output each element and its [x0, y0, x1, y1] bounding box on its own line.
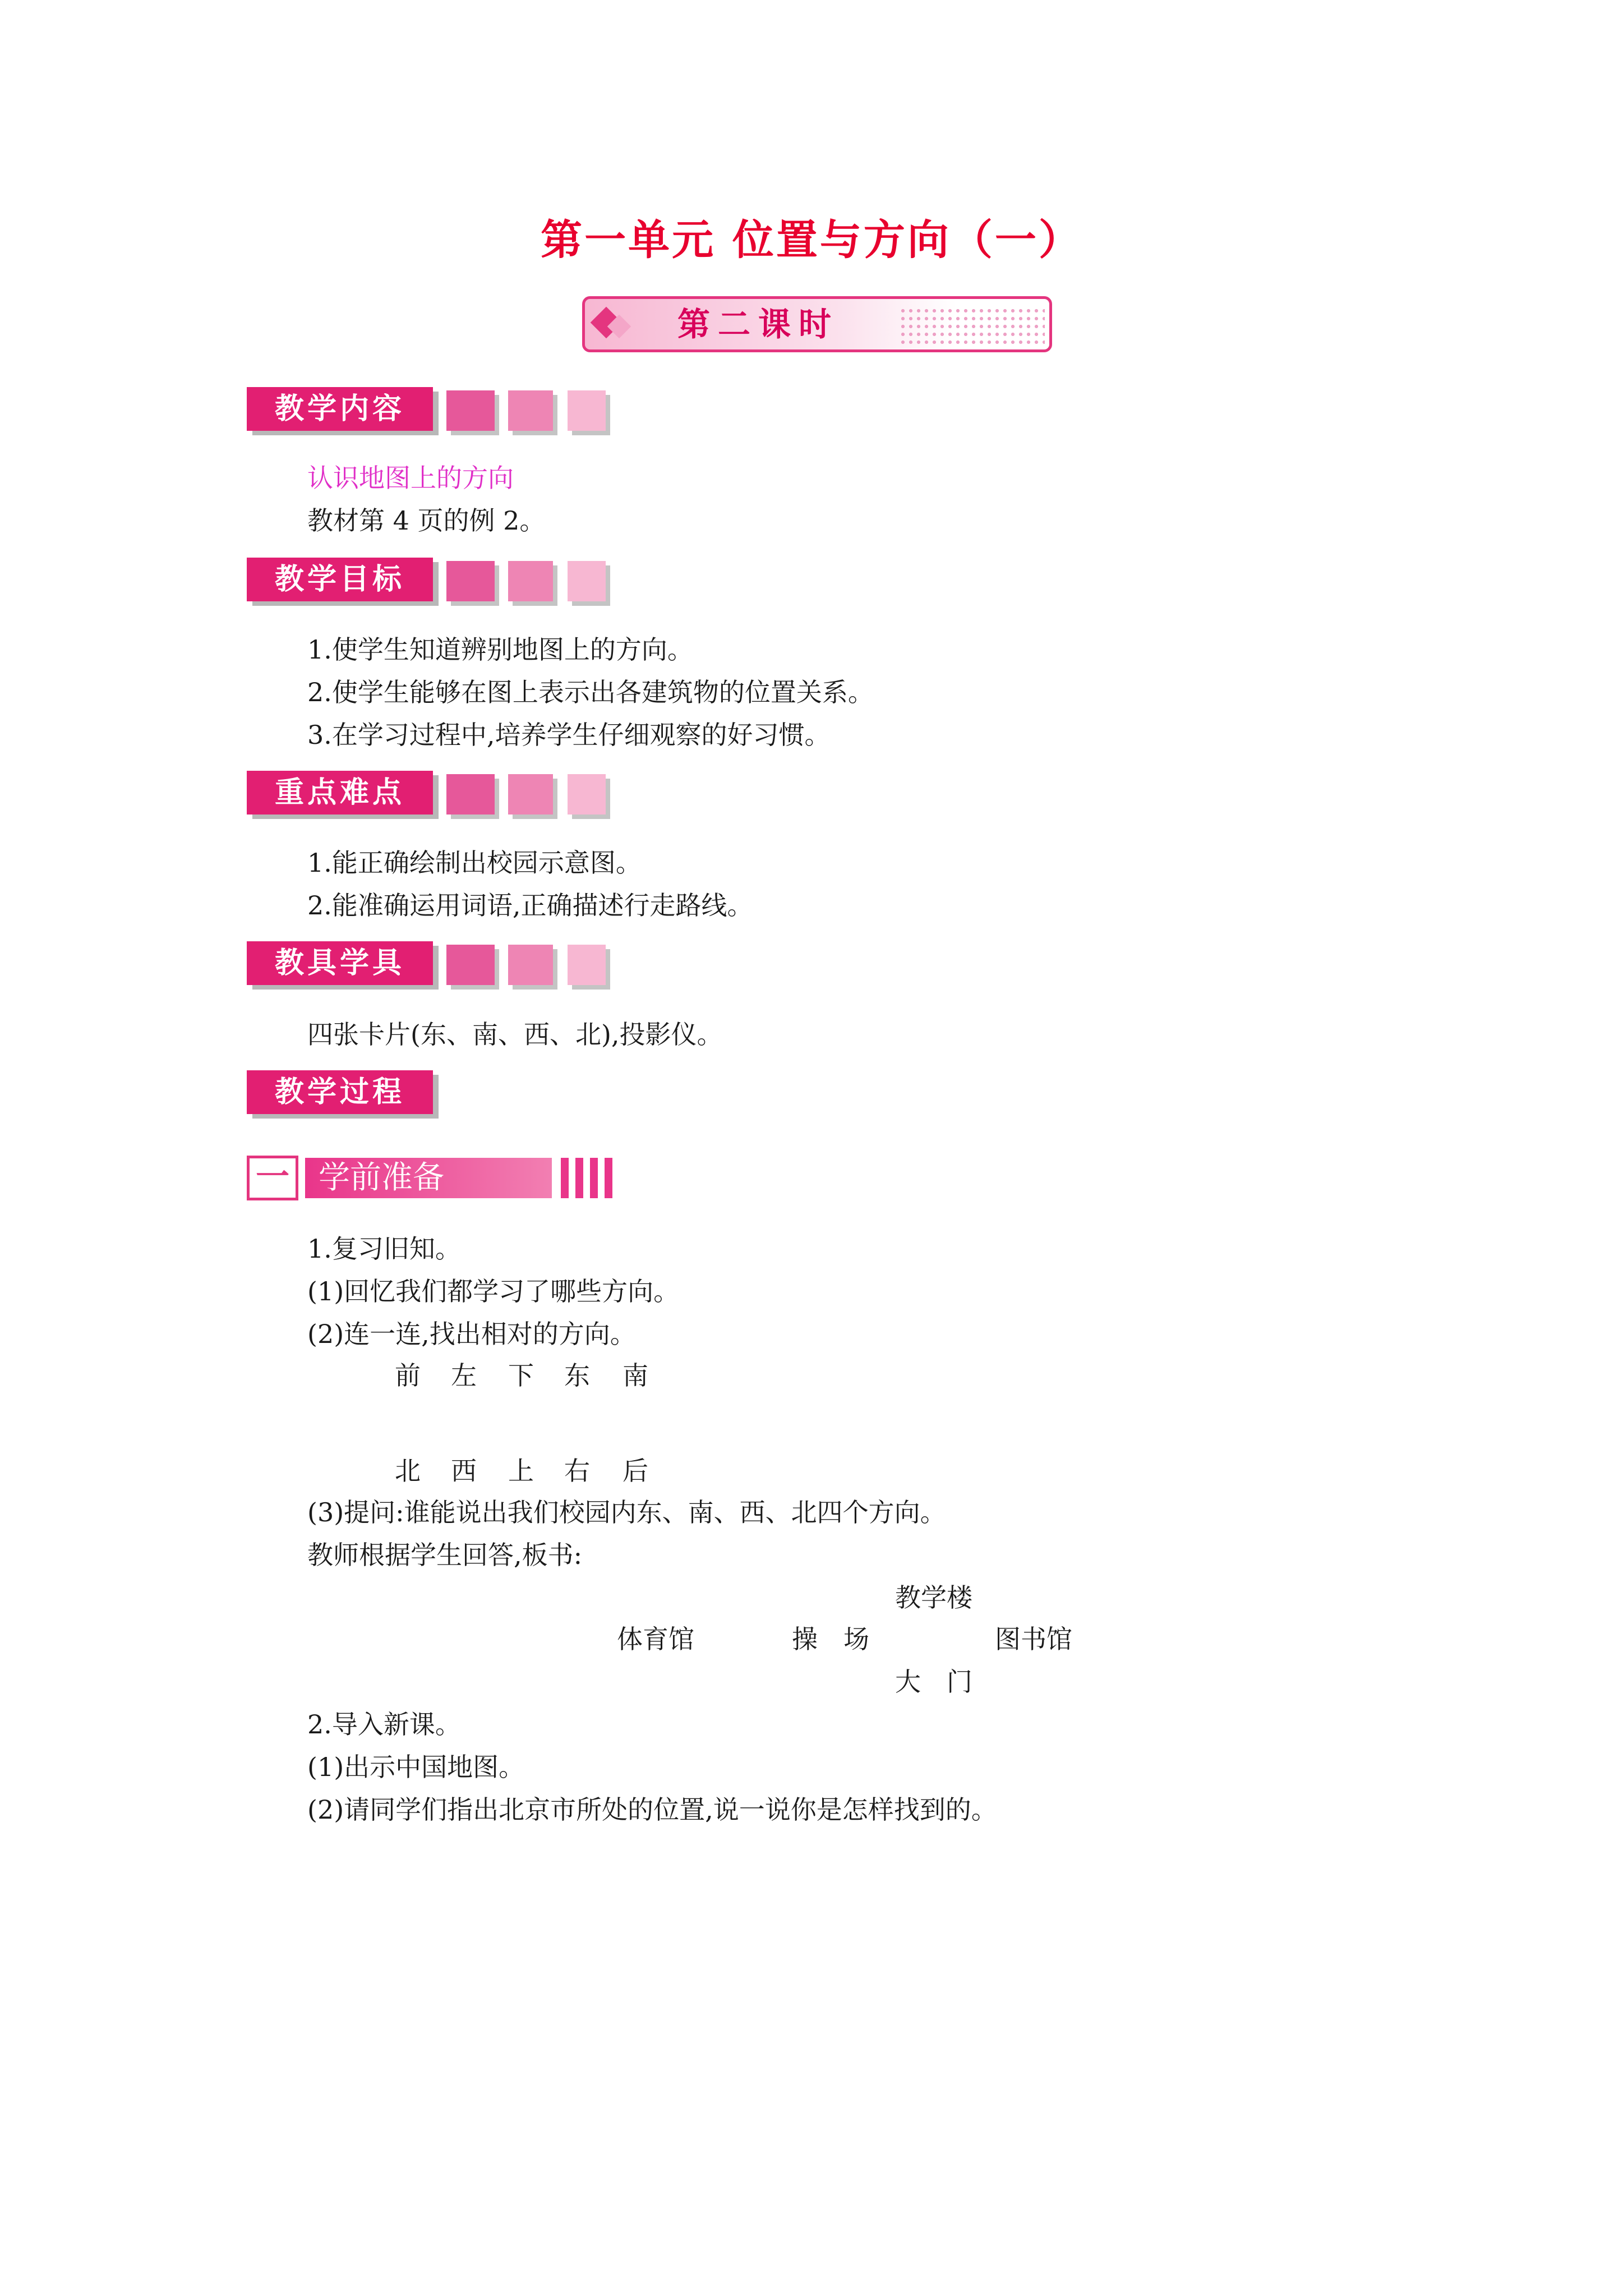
board-center: 操 场 — [792, 1624, 869, 1654]
part-number: 一 — [247, 1156, 298, 1200]
process-line: (2)请同学们指出北京市所处的位置,说一说你是怎样找到的。 — [307, 1795, 997, 1825]
tools-text: 四张卡片(东、南、西、北),投影仪。 — [307, 1019, 723, 1050]
process-line: (2)连一连,找出相对的方向。 — [307, 1319, 636, 1349]
stripe-decoration — [590, 1158, 598, 1198]
section-label: 教具学具 — [247, 941, 433, 985]
section-label: 重点难点 — [247, 771, 433, 815]
direction-word-bottom: 右 — [564, 1456, 590, 1486]
part-one-header — [247, 1156, 628, 1200]
square-decoration — [446, 774, 495, 815]
process-line: 2.导入新课。 — [307, 1709, 461, 1740]
direction-word-top: 东 — [564, 1360, 590, 1391]
content-topic: 认识地图上的方向 — [307, 463, 514, 493]
square-decoration — [568, 945, 606, 985]
section-label: 教学过程 — [247, 1070, 433, 1114]
part-title: 学前准备 — [305, 1158, 552, 1198]
direction-word-bottom: 北 — [395, 1456, 421, 1486]
square-decoration — [568, 774, 606, 815]
direction-word-bottom: 西 — [451, 1456, 477, 1486]
lesson-label: 第二课时 — [677, 305, 840, 343]
direction-word-bottom: 上 — [508, 1456, 534, 1486]
stripe-decoration — [561, 1158, 569, 1198]
board-east: 图书馆 — [995, 1624, 1072, 1654]
stripe-decoration — [575, 1158, 583, 1198]
process-line: (1)出示中国地图。 — [307, 1752, 525, 1782]
square-decoration — [508, 774, 553, 815]
goal-item: 2.使学生能够在图上表示出各建筑物的位置关系。 — [307, 677, 874, 707]
process-question: (3)提问:谁能说出我们校园内东、南、西、北四个方向。 — [307, 1497, 946, 1527]
process-line: 1.复习旧知。 — [307, 1234, 461, 1264]
content-reference: 教材第 4 页的例 2。 — [307, 505, 546, 536]
goal-item: 1.使学生知道辨别地图上的方向。 — [307, 634, 693, 665]
square-decoration — [446, 561, 495, 601]
square-decoration — [508, 945, 553, 985]
direction-word-top: 前 — [395, 1360, 421, 1391]
dot-pattern-decoration — [899, 307, 1045, 344]
board-intro: 教师根据学生回答,板书: — [307, 1540, 583, 1570]
lesson-banner — [582, 296, 1052, 352]
stripe-decoration — [605, 1158, 612, 1198]
direction-word-top: 下 — [508, 1360, 534, 1391]
section-label: 教学内容 — [247, 387, 433, 431]
direction-word-top: 左 — [451, 1360, 477, 1391]
goal-item: 3.在学习过程中,培养学生仔细观察的好习惯。 — [307, 720, 831, 750]
page-title: 第一单元 位置与方向（一） — [541, 216, 1082, 264]
direction-word-bottom: 后 — [623, 1456, 648, 1486]
board-west: 体育馆 — [617, 1624, 694, 1654]
square-decoration — [446, 390, 495, 431]
section-label: 教学目标 — [247, 558, 433, 601]
board-south: 大 门 — [895, 1667, 972, 1697]
square-decoration — [446, 945, 495, 985]
keypoint-item: 2.能准确运用词语,正确描述行走路线。 — [307, 890, 753, 921]
keypoint-item: 1.能正确绘制出校园示意图。 — [307, 848, 642, 878]
square-decoration — [568, 390, 606, 431]
square-decoration — [508, 561, 553, 601]
direction-word-top: 南 — [623, 1360, 648, 1391]
process-line: (1)回忆我们都学习了哪些方向。 — [307, 1276, 680, 1306]
board-north: 教学楼 — [895, 1582, 972, 1613]
square-decoration — [568, 561, 606, 601]
square-decoration — [508, 390, 553, 431]
